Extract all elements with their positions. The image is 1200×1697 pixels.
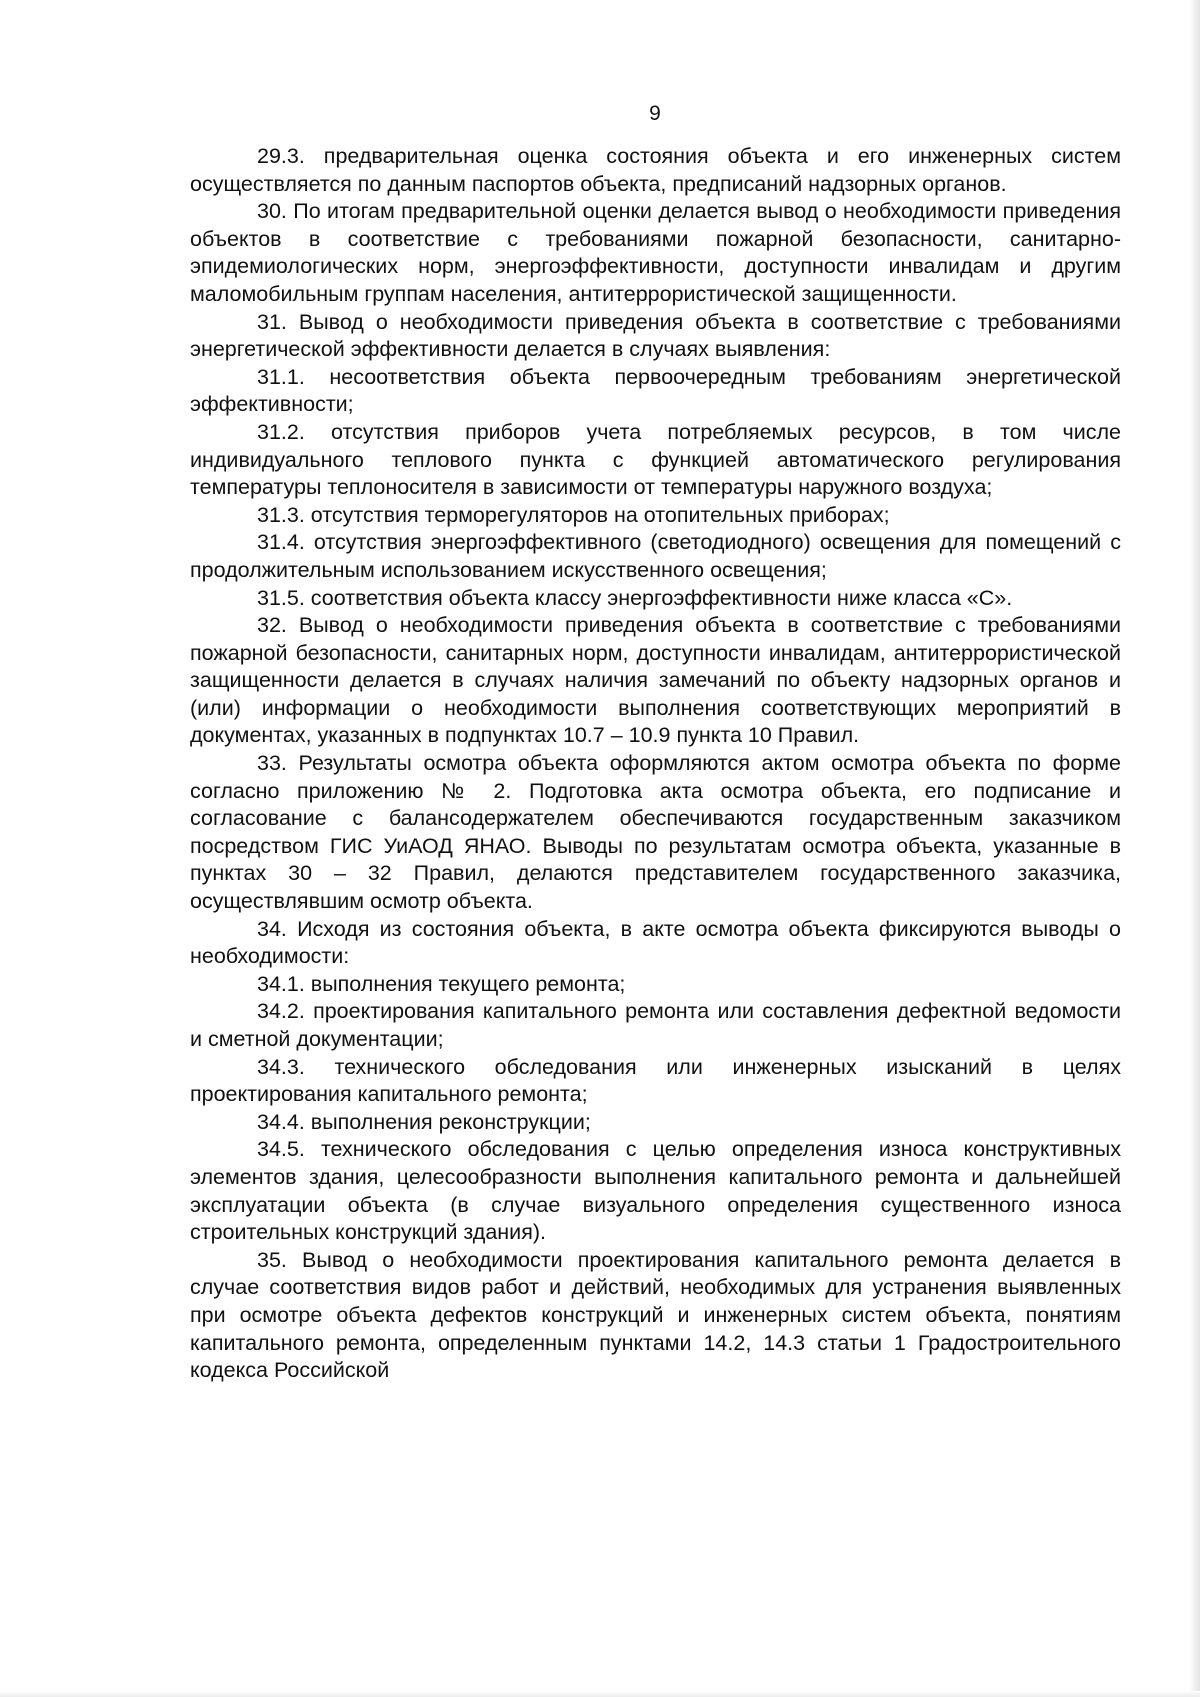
paragraph-29-3: 29.3. предварительная оценка состояния объекта и его инженерных систем осуществляется по данным паспортов объекта, предписаний надзорных органов. — [190, 144, 1121, 196]
paragraph-30: 30. По итогам предварительной оценки делается вывод о необходимости приведения объектов в соответствие с требованиями пожарной безопасности, санитарно-эпидемиологических норм, энергоэффективности, доступности инвалидам и другим маломобильным группам населения, антитеррористической защищенности. — [190, 199, 1121, 306]
page-edge-shadow-right — [1190, 0, 1200, 1697]
paragraph-35: 35. Вывод о необходимости проектирования капитального ремонта делается в случае соответствия видов работ и действий, необходимых для устранения выявленных при осмотре объекта дефектов конструкций и инженерных систем объекта, понятиям капитального ремонта, определенным пунктами 14.2, 14.3 статьи 1 Градостроительного кодекса Российской — [190, 1247, 1121, 1383]
paragraph-34-3: 34.3. технического обследования или инженерных изысканий в целях проектирования капитального ремонта; — [190, 1054, 1121, 1107]
document-body — [190, 143, 1121, 1385]
paragraph-34-5: 34.5. технического обследования с целью определения износа конструктивных элементов здания, целесообразности выполнения капитального ремонта и дальнейшей эксплуатации объекта (в случае визуального определения существенного износа строительных конструкций здания). — [190, 1137, 1121, 1245]
paragraph-34: 34. Исходя из состояния объекта, в акте осмотра объекта фиксируются выводы о необходимости: — [190, 916, 1121, 969]
paragraph-34-4: 34.4. выполнения реконструкции; — [257, 1109, 591, 1134]
paragraph-34-2: 34.2. проектирования капитального ремонта или составления дефектной ведомости и сметной документации; — [190, 999, 1121, 1051]
paragraph-31-1: 31.1. несоответствия объекта первоочередным требованиям энергетической эффективности; — [190, 364, 1121, 417]
paragraph-31-3: 31.3. отсутствия терморегуляторов на отопительных приборах; — [257, 502, 890, 527]
page-number: 9 — [649, 102, 661, 125]
paragraph-31-2: 31.2. отсутствия приборов учета потребляемых ресурсов, в том числе индивидуального теплового пункта с функцией автоматического регулирования температуры теплоносителя в зависимости от температуры наружного воздуха; — [190, 419, 1121, 500]
paragraph-31: 31. Вывод о необходимости приведения объекта в соответствие с требованиями энергетической эффективности делается в случаях выявления: — [190, 309, 1121, 362]
paragraph-31-4: 31.4. отсутствия энергоэффективного (светодиодного) освещения для помещений с продолжительным использованием искусственного освещения; — [190, 530, 1121, 582]
paragraph-31-5: 31.5. соответствия объекта классу энергоэффективности ниже класса «С». — [257, 585, 1013, 610]
paragraph-34-1: 34.1. выполнения текущего ремонта; — [257, 971, 626, 996]
paragraph-32: 32. Вывод о необходимости приведения объекта в соответствие с требованиями пожарной безопасности, санитарных норм, доступности инвалидам, антитеррористической защищенности делается в случаях наличия замечаний по объекту надзорных органов и (или) информации о необходимости выполнения соответствующих мероприятий в документах, указанных в подпунктах 10.7 – 10.9 пункта 10 Правил. — [190, 613, 1121, 748]
page-edge-shadow-bottom — [0, 1691, 1200, 1697]
paragraph-33: 33. Результаты осмотра объекта оформляются актом осмотра объекта по форме согласно приложению № 2. Подготовка акта осмотра объекта, его подписание и согласование с балансодержателем обеспечиваются государственным заказчиком посредством ГИС УиАОД ЯНАО. Выводы по результатам осмотра объекта, указанные в пунктах 30 – 32 Правил, делаются представителем государственного заказчика, осуществлявшим осмотр объекта. — [190, 751, 1121, 914]
